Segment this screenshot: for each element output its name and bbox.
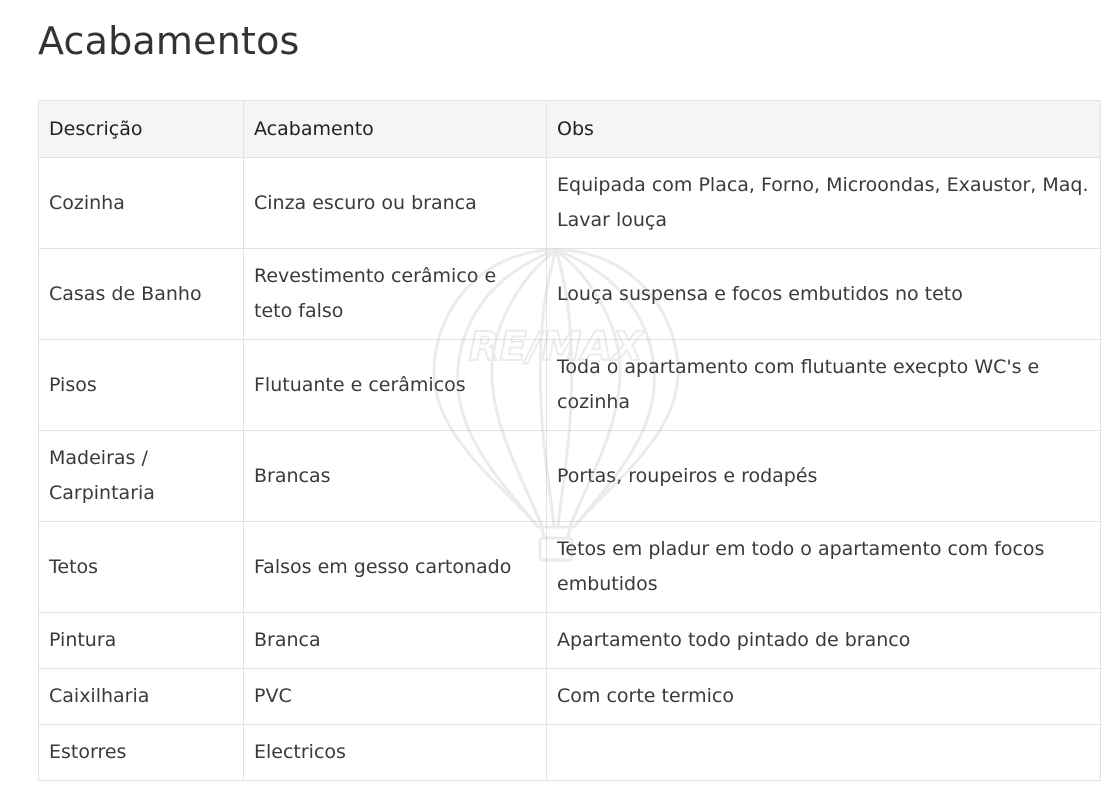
cell-descricao: Tetos xyxy=(39,522,244,613)
column-header-obs: Obs xyxy=(547,101,1101,158)
column-header-acabamento: Acabamento xyxy=(244,101,547,158)
cell-acabamento: Cinza escuro ou branca xyxy=(244,158,547,249)
cell-obs: Toda o apartamento com flutuante execpto WC's e cozinha xyxy=(547,340,1101,431)
cell-obs: Tetos em pladur em todo o apartamento com focos embutidos xyxy=(547,522,1101,613)
column-header-descricao: Descrição xyxy=(39,101,244,158)
cell-acabamento: Electricos xyxy=(244,725,547,781)
table-row xyxy=(39,613,1101,669)
cell-obs: Equipada com Placa, Forno, Microondas, Exaustor, Maq. Lavar louça xyxy=(547,158,1101,249)
cell-descricao: Pisos xyxy=(39,340,244,431)
table-header-row xyxy=(39,101,1101,158)
cell-obs: Apartamento todo pintado de branco xyxy=(547,613,1101,669)
watermark-text: RE/MAX xyxy=(468,324,644,370)
cell-descricao: Madeiras / Carpintaria xyxy=(39,431,244,522)
cell-descricao: Caixilharia xyxy=(39,669,244,725)
cell-descricao: Estorres xyxy=(39,725,244,781)
cell-descricao: Pintura xyxy=(39,613,244,669)
cell-acabamento: Revestimento cerâmico e teto falso xyxy=(244,249,547,340)
table-row xyxy=(39,340,1101,431)
page-title: Acabamentos xyxy=(38,19,300,63)
cell-obs xyxy=(547,725,1101,781)
table-row xyxy=(39,725,1101,781)
finishes-table xyxy=(38,100,1101,781)
table-row xyxy=(39,431,1101,522)
cell-obs: Com corte termico xyxy=(547,669,1101,725)
cell-descricao: Cozinha xyxy=(39,158,244,249)
cell-acabamento: PVC xyxy=(244,669,547,725)
cell-descricao: Casas de Banho xyxy=(39,249,244,340)
table-row xyxy=(39,669,1101,725)
cell-acabamento: Falsos em gesso cartonado xyxy=(244,522,547,613)
table-row xyxy=(39,522,1101,613)
cell-obs: Louça suspensa e focos embutidos no teto xyxy=(547,249,1101,340)
cell-acabamento: Flutuante e cerâmicos xyxy=(244,340,547,431)
cell-obs: Portas, roupeiros e rodapés xyxy=(547,431,1101,522)
cell-acabamento: Branca xyxy=(244,613,547,669)
table-row xyxy=(39,158,1101,249)
cell-acabamento: Brancas xyxy=(244,431,547,522)
finishes-table-container xyxy=(38,100,1100,781)
table-row xyxy=(39,249,1101,340)
